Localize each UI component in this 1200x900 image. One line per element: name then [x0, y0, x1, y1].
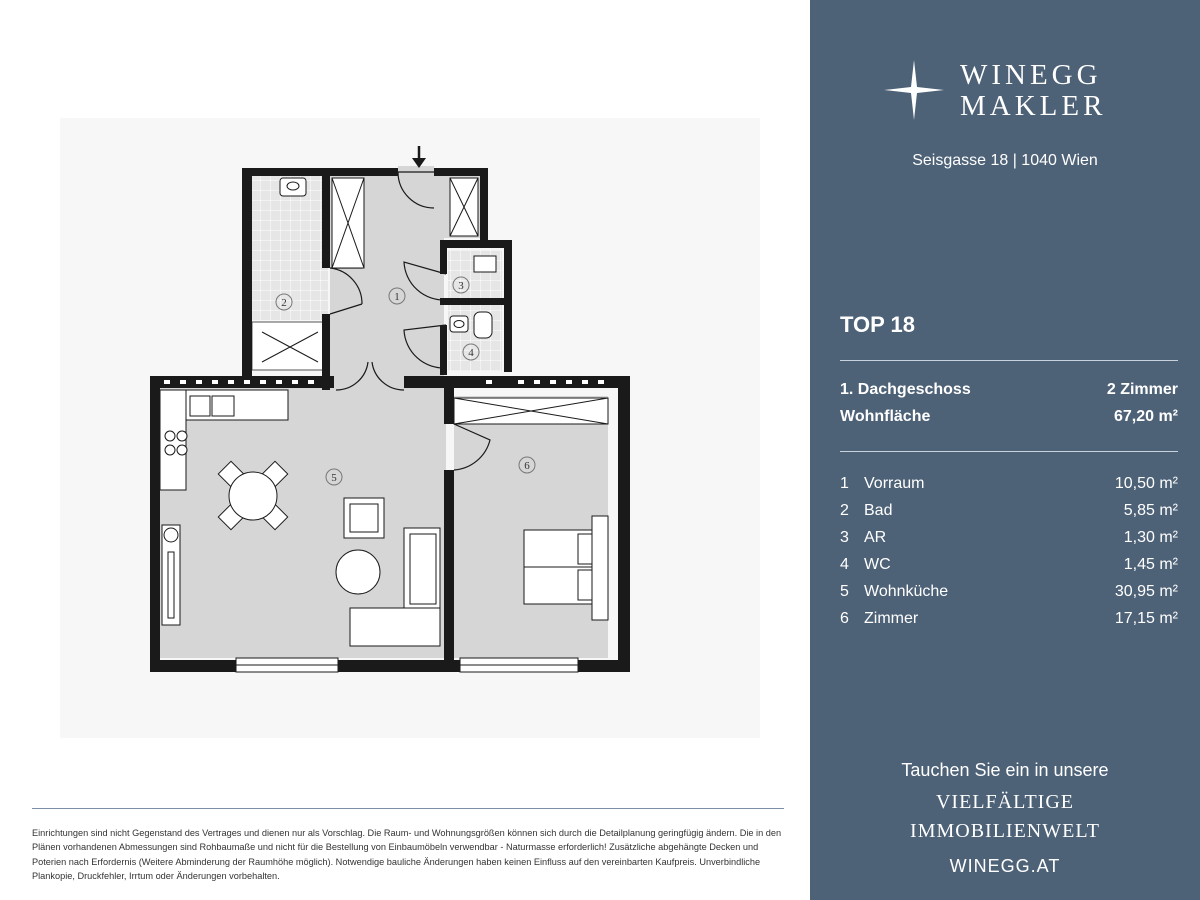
shower-area: [252, 322, 328, 370]
bedroom-floor: [454, 396, 608, 658]
room-area: 17,15 m²: [1114, 610, 1178, 627]
room-name: AR: [864, 529, 887, 546]
room-name: Bad: [864, 502, 893, 519]
promo-intro: Tauchen Sie ein in unsere: [901, 760, 1109, 780]
room-number: 3: [840, 529, 849, 546]
divider-top: [840, 360, 1178, 361]
promo-headline-line-2: IMMOBILIENWELT: [910, 820, 1100, 842]
plan-label-3: 3: [458, 280, 464, 292]
floor-label: 1. Dachgeschoss: [840, 381, 971, 398]
room-name: Vorraum: [864, 475, 925, 492]
rooms-count: 2 Zimmer: [1106, 381, 1178, 398]
room-name: Wohnküche: [864, 583, 949, 600]
plan-label-2: 2: [281, 297, 287, 309]
info-panel: [810, 0, 1200, 900]
footer-divider: [32, 808, 784, 809]
double-bed: [524, 516, 608, 620]
room-name: WC: [864, 556, 891, 573]
brand-line-2: MAKLER: [960, 90, 1107, 122]
plan-label-4: 4: [468, 347, 474, 359]
divider-middle: [840, 451, 1178, 452]
property-address: Seisgasse 18 | 1040 Wien: [912, 152, 1098, 169]
dining-table: [218, 461, 287, 529]
promo-headline: [810, 788, 1200, 846]
area-value: 67,20 m²: [1113, 408, 1178, 425]
room-area: 1,45 m²: [1123, 556, 1178, 573]
compass-star-icon: [882, 58, 946, 122]
promo-headline-line-1: VIELFÄLTIGE: [935, 791, 1075, 813]
room-number: 4: [840, 556, 849, 573]
room-number: 6: [840, 610, 849, 627]
room-area: 30,95 m²: [1114, 583, 1178, 600]
plan-label-1: 1: [394, 291, 400, 303]
room-number: 2: [840, 502, 849, 519]
room-area: 10,50 m²: [1114, 475, 1178, 492]
plan-label-5: 5: [331, 472, 337, 484]
room-name: Zimmer: [864, 610, 919, 627]
brand-logo: [960, 60, 1106, 122]
brand-line-1: WINEGG: [960, 59, 1102, 91]
bath-floor: [252, 176, 328, 320]
room-number: 1: [840, 475, 849, 492]
room-area: 5,85 m²: [1123, 502, 1178, 519]
disclaimer-text: Einrichtungen sind nicht Gegenstand des Vertrages und dienen nur als Vorschlag. Die Raum- und Wohnungsgrößen können sich durch die Detailplanung geringfügig ändern. Die in den Plänen vorhandenen Abmessungen sind Rohbaumaße und nicht für die Bestellung von Einbaumöbeln verwendbar - Naturmasse erforderlich! Zusätzliche abgehängte Decken und Poterien nach Erfordernis (Weitere Abminderung der Raumhöhe möglich). Notwendige bauliche Änderungen haben keinen Einfluss auf den vereinbarten Kaufpreis. Unverbindliche Plankopie, Druckfehler, Irrtum oder Änderungen vorbehalten.: [32, 828, 782, 882]
plan-label-6: 6: [524, 460, 530, 472]
unit-title: TOP 18: [840, 312, 916, 337]
entrance-arrow-icon: [412, 146, 426, 168]
room-number: 5: [840, 583, 849, 600]
website-link[interactable]: WINEGG.AT: [949, 856, 1061, 876]
area-label: Wohnfläche: [840, 408, 931, 425]
room-area: 1,30 m²: [1123, 529, 1178, 546]
